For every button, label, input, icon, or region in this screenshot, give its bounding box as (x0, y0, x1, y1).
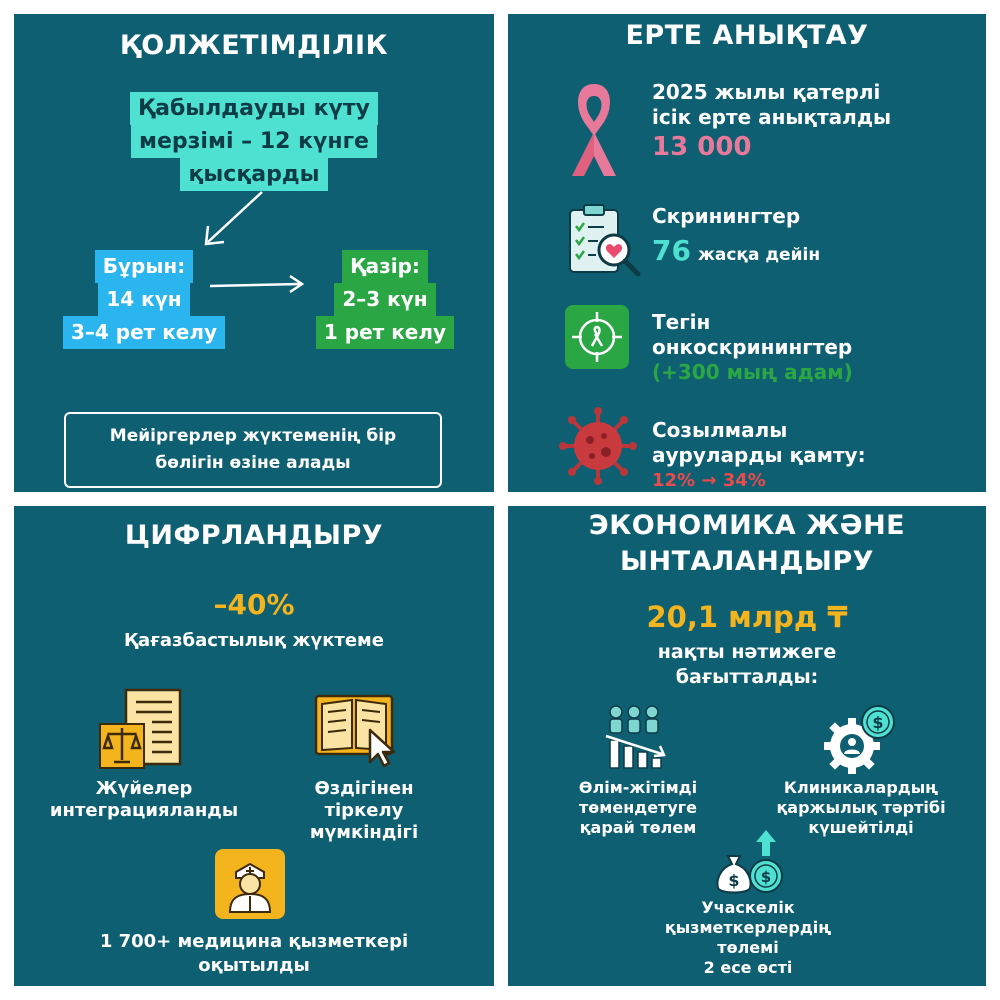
panel-economy (508, 506, 986, 986)
now-block (310, 250, 460, 349)
paperwork-label: Қағазбастылық жүктеме (124, 630, 384, 651)
svg-text:$: $ (872, 713, 884, 732)
cancer-text-line: ісік ерте анықталды (652, 105, 892, 129)
svg-text:$: $ (728, 871, 740, 890)
note-line: Мейіргерлер жүктеменің бір (109, 426, 397, 446)
district-line: төлемі (717, 938, 779, 957)
medical-worker-icon (214, 848, 286, 920)
arrow-down-left-icon (194, 186, 274, 252)
funding-label-line: нақты нәтижеге (657, 641, 837, 663)
district-line: Учаскелік (701, 898, 795, 917)
self-reg-line: тіркелу (324, 800, 404, 821)
trained-line: оқытылды (198, 955, 310, 976)
chronic-text-line: Созылмалы (652, 418, 788, 442)
now-days: 2–3 күн (334, 283, 435, 316)
now-label: Қазір: (342, 250, 428, 283)
onco-target-icon (564, 304, 630, 370)
wait-time-highlight (74, 92, 434, 191)
clipboard-heart-icon (564, 202, 644, 282)
cancer-text-line: 2025 жылы қатерлі (652, 80, 881, 104)
cancer-value: 13 000 (652, 132, 752, 162)
gear-coin-icon (820, 702, 900, 778)
screening-age: 76 (652, 234, 691, 267)
district-staff-label (638, 898, 858, 978)
mortality-label (548, 778, 728, 838)
highlight-line: қысқарды (180, 158, 327, 191)
arrow-right-icon (206, 274, 308, 298)
title-line: ЫНТАЛАНДЫРУ (620, 546, 874, 577)
chronic-text-line: ауруларды қамту: (652, 443, 866, 467)
clinics-line: қаржылық тәртібі (776, 798, 946, 817)
now-visits: 1 рет келу (316, 316, 454, 349)
before-label: Бұрын: (95, 250, 194, 283)
panel-title: ЕРТЕ АНЫҚТАУ (625, 20, 869, 51)
funding-amount: 20,1 млрд ₸ (646, 600, 848, 634)
funding-label (508, 640, 986, 690)
integration-label (34, 778, 254, 822)
self-reg-line: Өздігінен (314, 778, 414, 799)
virus-icon (558, 406, 638, 486)
money-bags-icon (714, 826, 786, 896)
svg-text:$: $ (760, 868, 772, 886)
highlight-line: Қабылдауды күту (130, 92, 378, 125)
trained-line: 1 700+ медицина қызметкері (99, 931, 409, 952)
district-line: 2 есе өсті (703, 958, 793, 977)
panel-title: ҚОЛЖЕТІМДІЛІК (119, 30, 389, 61)
district-line: қызметкерлердің (664, 918, 832, 937)
screening-age-row (652, 234, 820, 272)
cancer-text (652, 80, 891, 130)
awareness-ribbon-icon (562, 76, 626, 180)
book-cursor-icon (310, 690, 406, 770)
panel-title (508, 508, 986, 580)
highlight-line: мерзімі – 12 күнге (131, 125, 377, 158)
clinics-label (766, 778, 956, 838)
trained-label (14, 930, 494, 978)
onco-text-line: онкоскринингтер (652, 335, 853, 359)
clinics-line: күшейтілді (808, 818, 914, 837)
chronic-text (652, 418, 866, 492)
panel-digitalization (14, 506, 494, 986)
title-line: ЭКОНОМИКА ЖӘНЕ (588, 510, 906, 541)
self-reg-line: мүмкіндігі (309, 822, 419, 843)
nurses-note-box (64, 412, 442, 488)
onco-text (652, 310, 853, 385)
panel-accessibility (14, 14, 494, 492)
mortality-line: қарай төлем (579, 818, 697, 837)
panel-title: ЦИФРЛАНДЫРУ (124, 520, 384, 551)
mortality-line: төмендетуге (579, 798, 697, 817)
onco-text-line: Тегін (652, 310, 711, 334)
clinics-line: Клиникалардың (783, 778, 939, 797)
funding-label-line: бағытталды: (675, 666, 819, 688)
paperwork-percent: –40% (213, 588, 295, 621)
mortality-line: Өлім-жітімді (578, 778, 698, 797)
before-days: 14 күн (98, 283, 189, 316)
screening-age-suffix: жасқа дейін (697, 245, 821, 265)
note-line: бөлігін өзіне алады (155, 453, 351, 473)
before-visits: 3–4 рет келу (63, 316, 225, 349)
integration-line: интеграцияланды (49, 800, 239, 821)
mortality-chart-icon (602, 702, 678, 772)
integration-line: Жүйелер (95, 778, 193, 799)
panel-early-detection (508, 14, 986, 492)
chronic-value: 12% → 34% (652, 470, 766, 491)
screening-title: Скринингтер (652, 204, 801, 228)
legal-document-icon (96, 686, 188, 770)
onco-value: (+300 мың адам) (652, 360, 853, 384)
before-block (44, 250, 244, 349)
self-registration-label (274, 778, 454, 844)
